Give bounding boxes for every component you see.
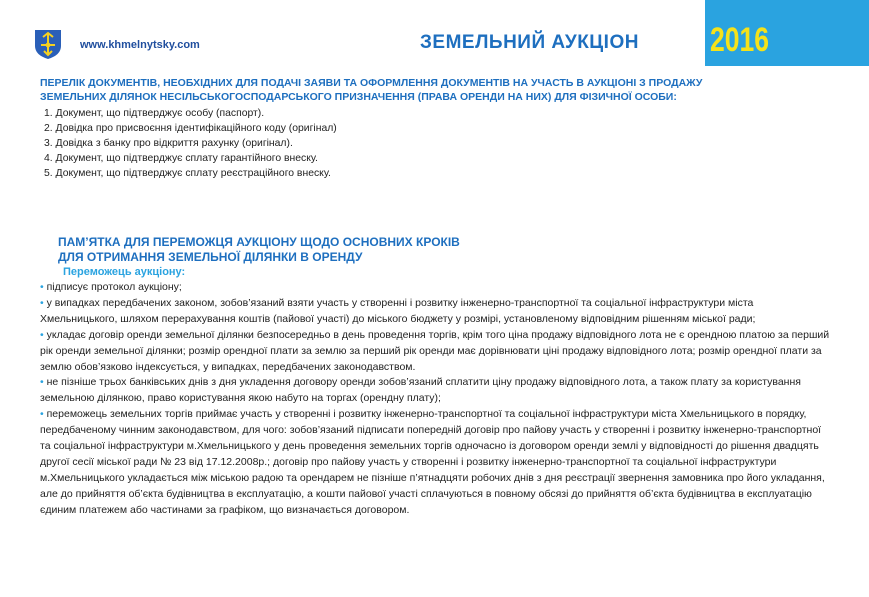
list-item: 2. Довідка про присвоєння ідентифікаційного коду (оригінал) [44,123,337,134]
memo-heading-line: ПАМ’ЯТКА ДЛЯ ПЕРЕМОЖЦЯ АУКЦІОНУ ЩОДО ОСНОВНИХ КРОКІВ [58,235,460,249]
list-item: • у випадках передбачених законом, зобов’язаний взяти участь у створенні і розвитку інженерно-транспортної та соціальної інфраструктури міста Хмельницького, шляхом перерахування коштів (пайової участі) до міського бюджету у розмірі, установленому відповідним рішенням міської ради; [40,296,756,325]
list-item: 3. Довідка з банку про відкриття рахунку (оригінал). [44,138,293,149]
year-label: 2016 [710,21,769,59]
memo-heading [58,235,658,265]
list-item: 1. Документ, що підтверджує особу (паспорт). [44,108,265,119]
list-item: • не пізніше трьох банківських днів з дня укладення договору оренди зобов’язаний сплатити ціну продажу відповідного лота, а також плату за користування земельною ділянкою, право користування якою набуто на торгах (орендну плату); [40,376,801,405]
bullet-dot-icon: • [40,328,44,341]
bullet-dot-icon: • [40,296,44,309]
documents-heading: ПЕРЕЛІК ДОКУМЕНТІВ, НЕОБХІДНИХ ДЛЯ ПОДАЧІ ЗАЯВИ ТА ОФОРМЛЕННЯ ДОКУМЕНТІВ НА УЧАСТЬ В АУКЦІОНІ З ПРОДАЖУ ЗЕМЕЛЬНИХ ДІЛЯНОК НЕСІЛЬСЬКОГОСПОДАРСЬКОГО ПРИЗНАЧЕННЯ (ПРАВА ОРЕНДИ НА НИХ) ДЛЯ ФІЗИЧНОЇ ОСОБИ: [40,77,703,103]
winner-label: Переможець аукціону: [63,266,186,278]
page-title: ЗЕМЕЛЬНИЙ АУКЦІОН [420,32,639,53]
documents-list [44,106,644,181]
coat-of-arms-icon [32,28,64,60]
list-item: 4. Документ, що підтверджує сплату гарантійного внеску. [44,153,318,164]
bullet-dot-icon: • [40,408,44,421]
list-item: • укладає договір оренди земельної ділянки безпосередньо в день проведення торгів, крім того ціна продажу відповідного лота не є орендною платою за перший рік оренди земельної ділянки; розмір орендної плати за землю за перший рік оренди має дорівнювати ціні продажу відповідного лота; розмір орендної плати за землю обов’язково індексується, у випадках, передбачених законодавством. [40,328,830,373]
site-link[interactable]: www.khmelnytsky.com [80,39,200,51]
list-item: • переможець земельних торгів приймає участь у створенні і розвитку інженерно-транспортної та соціальної інфраструктури міста Хмельницького в порядку, передбаченому чинним законодавством, для чого: зобов’язаний підписати попередній договір про пайову участь у створенні і розвитку інженерно-транспортної та соціальної інфраструктури м.Хмельницького у день проведення земельних торгів одночасно із договором оренди землі у відповідності до рішення двадцять другої сесії міської ради № 23 від 17.12.2008р.; договір про пайову участь у створенні і розвитку інженерно-транспортної та соціальної інфраструктури м.Хмельницького укладається між міською радою та орендарем не пізніше п’ятнадцяти робочих днів з дня реєстрації звернення замовника про його укладання, але до прийняття об’єкта будівництва в експлуатацію, а кошти пайової участі сплачуються в повному обсязі до прийняття об’єкта будівництва в експлуатацію єдиним платежем або частинами за графіком, що визначається договором. [40,408,825,516]
winner-steps-list [40,280,830,519]
bullet-dot-icon: • [40,376,44,389]
list-item: 5. Документ, що підтверджує сплату реєстраційного внеску. [44,168,331,179]
list-item: • підписує протокол аукціону; [40,281,182,293]
memo-heading-line: ДЛЯ ОТРИМАННЯ ЗЕМЕЛЬНОЇ ДІЛЯНКИ В ОРЕНДУ [58,250,363,264]
bullet-dot-icon: • [40,281,44,293]
